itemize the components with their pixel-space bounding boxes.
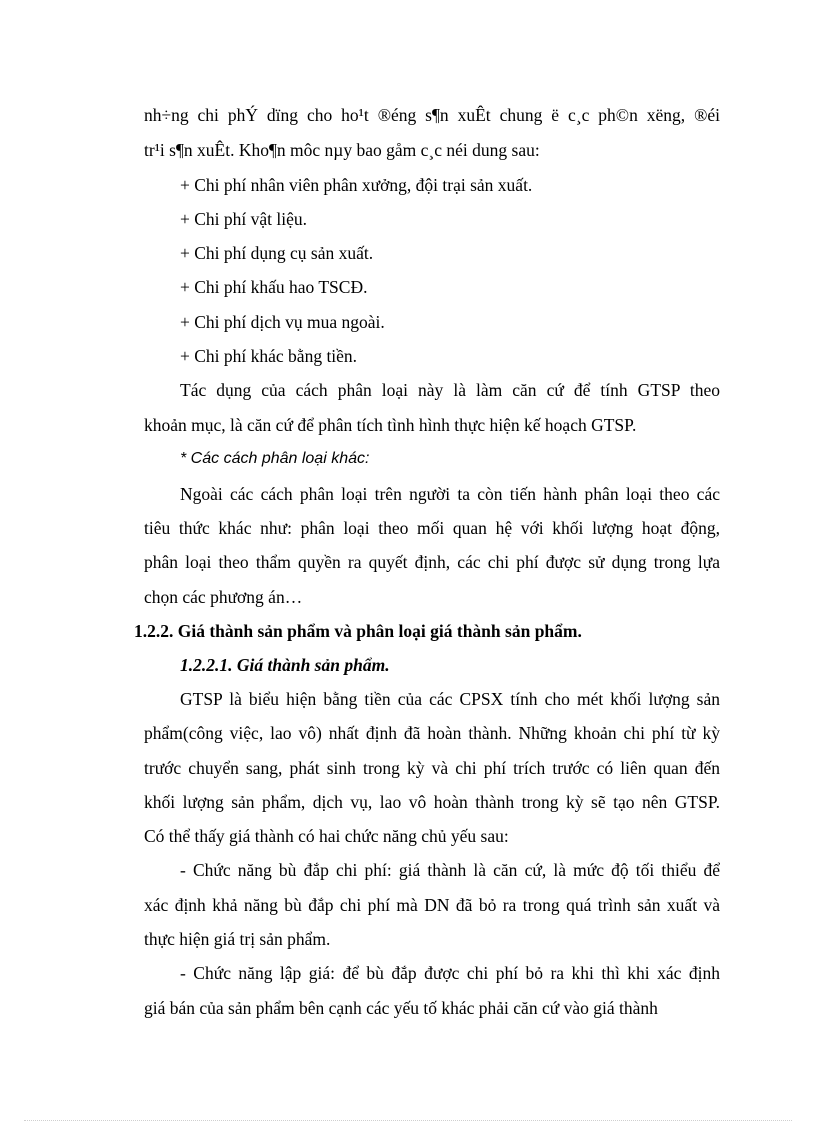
paragraph-line: phẩm(công việc, lao vô) nhất định đã hoàn thành. Những khoản chi phí từ kỳ: [144, 723, 720, 743]
list-item: + Chi phí khác bằng tiền.: [180, 346, 358, 366]
subsection-heading: 1.2.2.1. Giá thành sản phẩm.: [180, 655, 390, 675]
list-item: + Chi phí dịch vụ mua ngoài.: [180, 312, 385, 332]
paragraph-line: nh÷ng chi phÝ dïng cho ho¹t ®éng s¶n xuÊt chung ë c¸c ph©n xëng, ®éi: [144, 105, 720, 125]
paragraph-line: tiêu thức khác như: phân loại theo mối quan hệ với khối lượng hoạt động,: [144, 518, 720, 538]
paragraph-line: Có thể thấy giá thành có hai chức năng chủ yếu sau:: [144, 826, 509, 846]
paragraph-line: Ngoài các cách phân loại trên người ta còn tiến hành phân loại theo các: [180, 484, 720, 504]
paragraph-line: chọn các phương án…: [144, 587, 303, 607]
paragraph-line: trước chuyển sang, phát sinh trong kỳ và chi phí trích trước có liên quan đến: [144, 758, 720, 778]
section-heading: 1.2.2. Giá thành sản phẩm và phân loại giá thành sản phẩm.: [134, 621, 582, 641]
paragraph-line: phân loại theo thẩm quyền ra quyết định, các chi phí được sử dụng trong lựa: [144, 552, 720, 572]
list-item: + Chi phí khấu hao TSCĐ.: [180, 277, 368, 297]
subheading: * Các cách phân loại khác:: [180, 450, 370, 467]
list-item: + Chi phí vật liệu.: [180, 209, 308, 229]
paragraph-line: GTSP là biểu hiện bằng tiền của các CPSX tính cho mét khối lượng sản: [180, 689, 720, 709]
paragraph-line: tr¹i s¶n xuÊt. Kho¶n môc nµy bao gåm c¸c néi dung sau:: [144, 140, 540, 160]
paragraph-line: - Chức năng lập giá: để bù đắp được chi phí bỏ ra khi thì khi xác định: [180, 963, 720, 983]
paragraph-line: Tác dụng của cách phân loại này là làm căn cứ để tính GTSP theo: [180, 380, 720, 400]
paragraph-line: khoản mục, là căn cứ để phân tích tình hình thực hiện kế hoạch GTSP.: [144, 415, 637, 435]
list-item: + Chi phí nhân viên phân xưởng, đội trại sản xuất.: [180, 175, 533, 195]
paragraph-line: xác định khả năng bù đắp chi phí mà DN đã bỏ ra trong quá trình sản xuất và: [144, 895, 720, 915]
paragraph-line: khối lượng sản phẩm, dịch vụ, lao vô hoàn thành trong kỳ sẽ tạo nên GTSP.: [144, 792, 720, 812]
paragraph-line: thực hiện giá trị sản phẩm.: [144, 929, 331, 949]
paragraph-line: giá bán của sản phẩm bên cạnh các yếu tố khác phải căn cứ vào giá thành: [144, 998, 658, 1018]
list-item: + Chi phí dụng cụ sản xuất.: [180, 243, 374, 263]
paragraph-line: - Chức năng bù đắp chi phí: giá thành là căn cứ, là mức độ tối thiểu để: [180, 860, 720, 880]
page-footer-divider: [24, 1120, 792, 1121]
